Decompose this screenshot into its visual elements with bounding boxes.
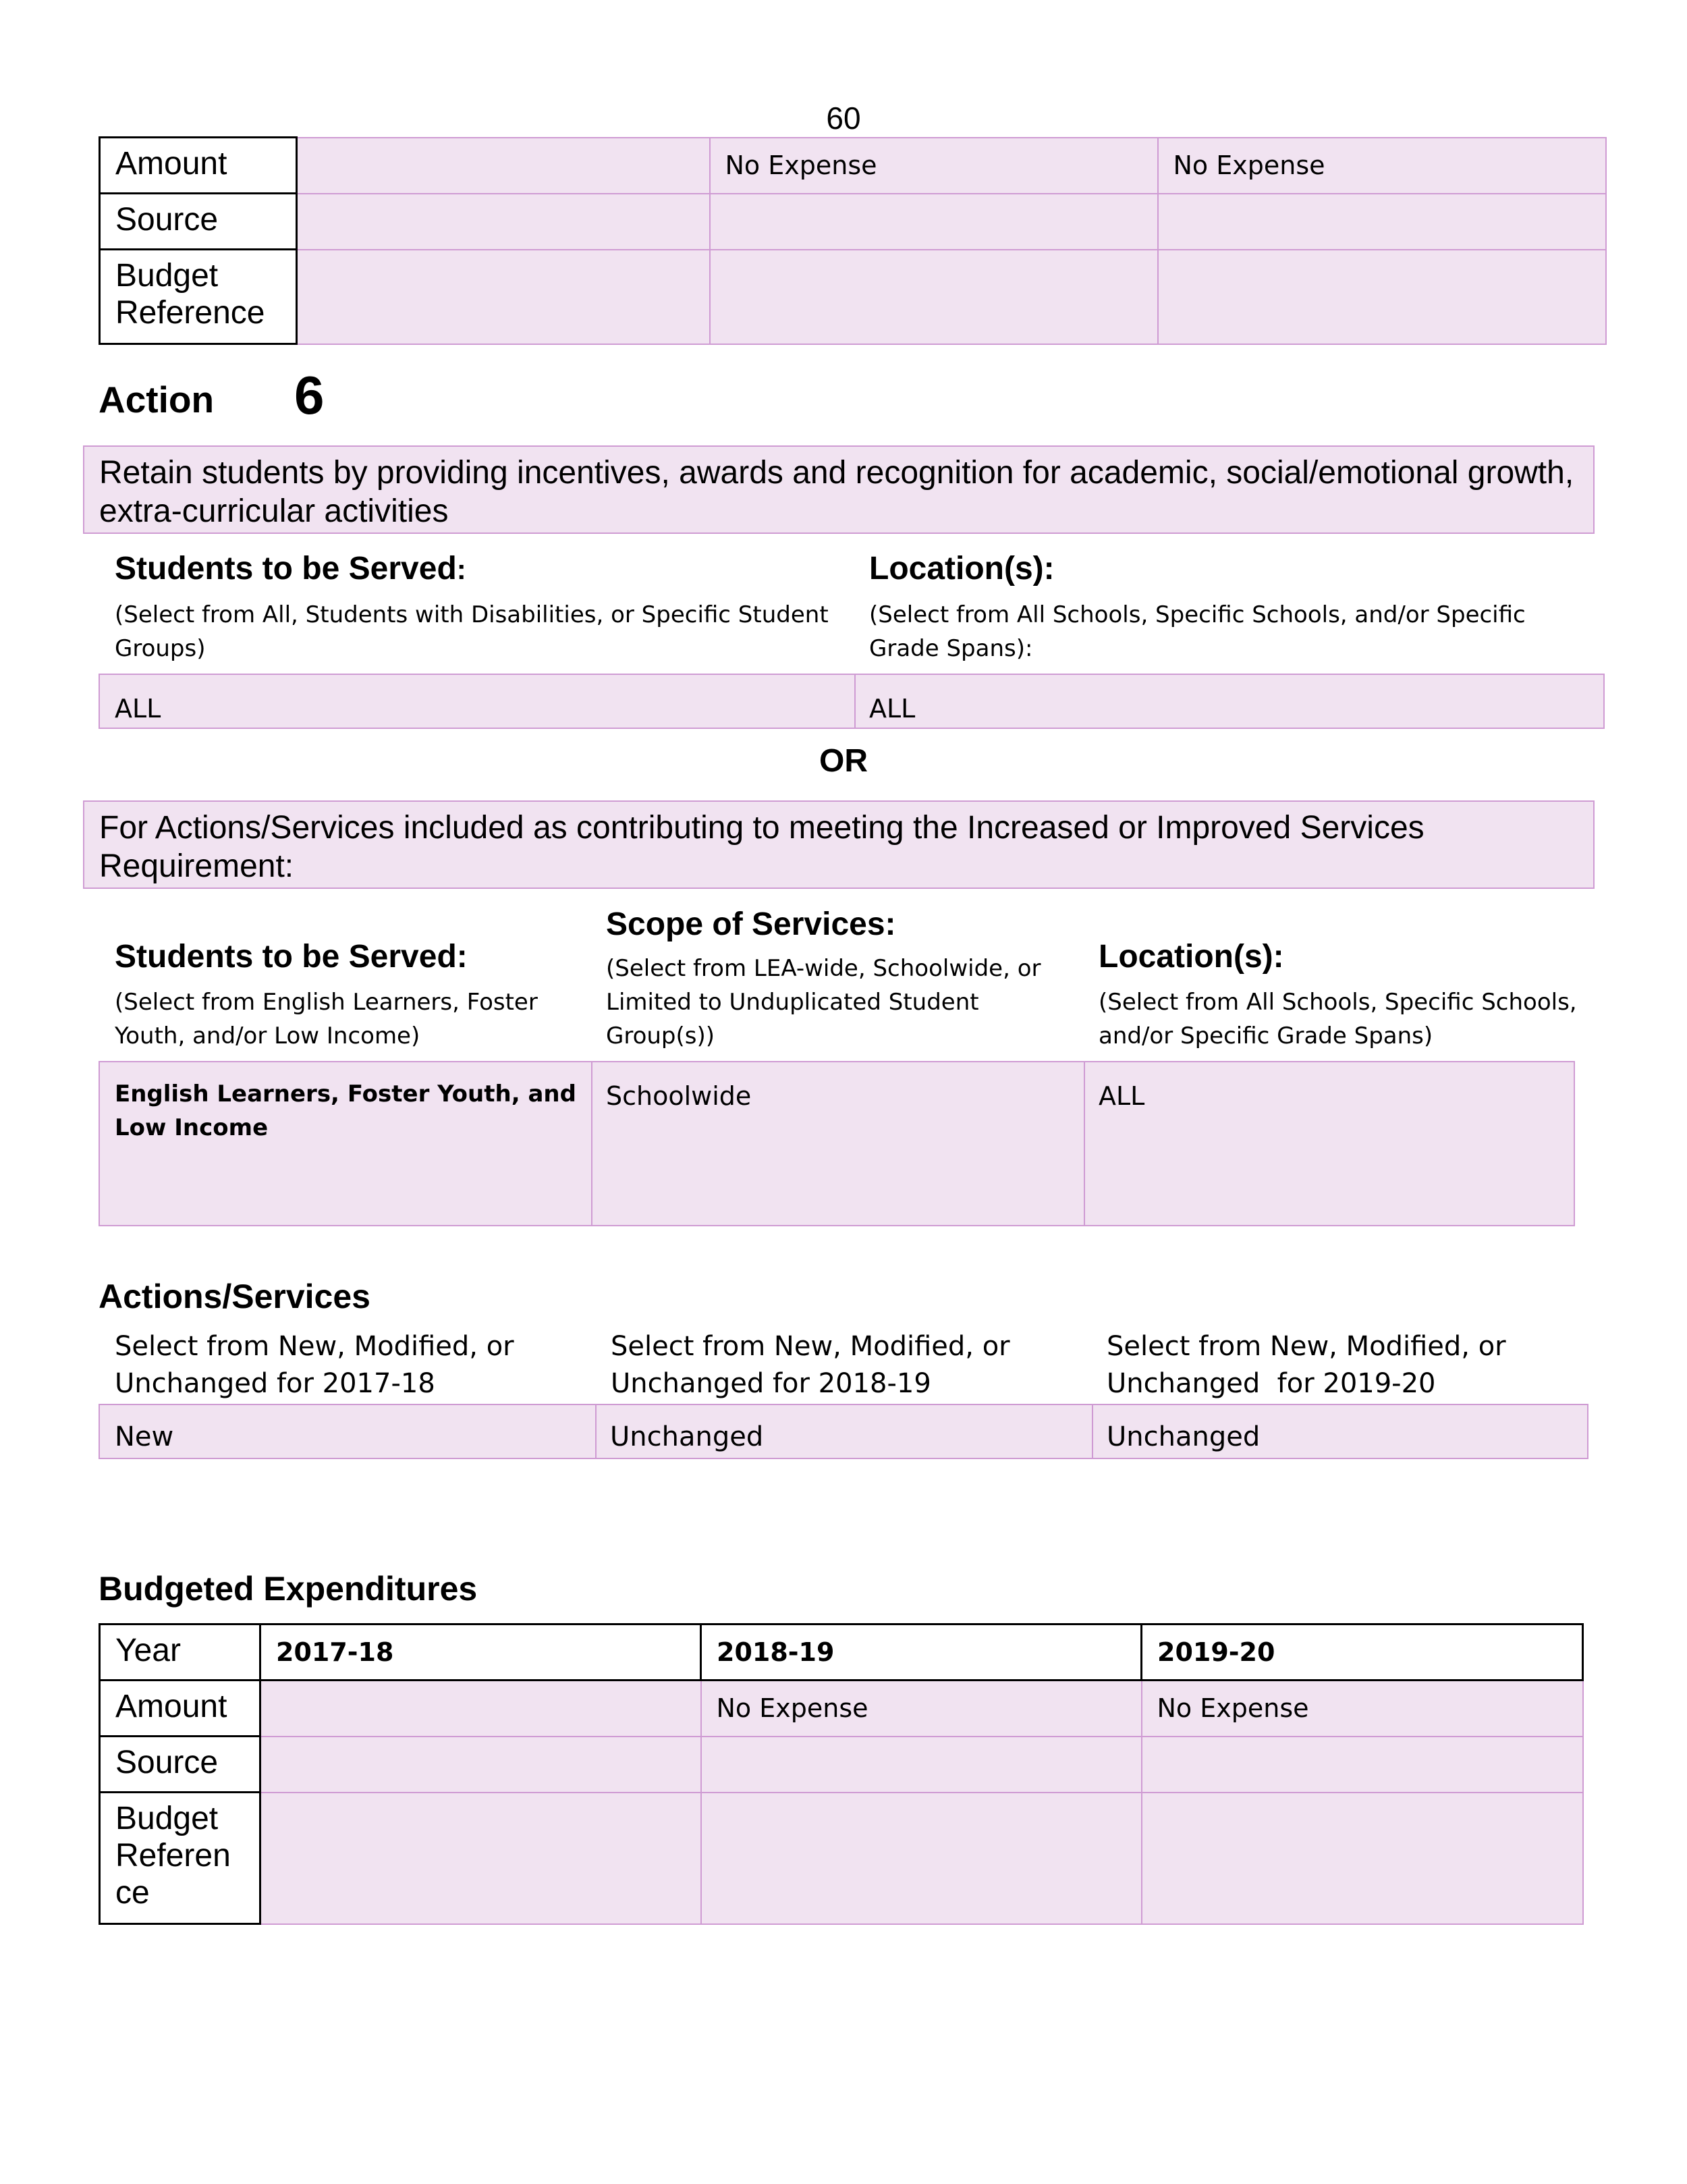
scope-heading: Scope of Services: <box>606 906 896 942</box>
inc-location-heading: Location(s): <box>1099 939 1284 975</box>
students-heading-colon: : <box>456 553 466 585</box>
row-label-amount: Amount <box>100 1681 260 1737</box>
year-header: 2017-18 <box>260 1625 701 1681</box>
action-number: 6 <box>294 365 325 425</box>
scope-hint: (Select from LEA-wide, Schoolwide, or Limited to Unduplicated Student Group(s)) <box>606 955 1041 1049</box>
actions-services-hint-1: Select from New, Modified, or Unchanged for 2017-18 <box>115 1331 514 1399</box>
actions-services-heading: Actions/Services <box>99 1278 370 1315</box>
top-budget-table <box>99 136 1607 345</box>
budgeted-expenditures-table <box>99 1623 1584 1925</box>
students-location-row <box>99 674 1605 729</box>
table-row <box>100 194 1606 250</box>
inc-students-value[interactable]: English Learners, Foster Youth, and Low Income <box>115 1081 576 1141</box>
table-cell[interactable] <box>297 138 710 194</box>
row-label-source: Source <box>100 1737 260 1793</box>
table-cell[interactable] <box>297 194 710 250</box>
students-heading <box>115 550 466 587</box>
actions-services-hint-3: Select from New, Modified, or Unchanged for 2019-20 <box>1107 1331 1515 1399</box>
table-cell[interactable]: No Expense <box>1142 1681 1583 1737</box>
table-cell[interactable] <box>1142 1793 1583 1924</box>
table-cell[interactable]: No Expense <box>1158 138 1606 194</box>
action-status-2019[interactable]: Unchanged <box>1107 1421 1261 1452</box>
divider <box>591 1062 592 1225</box>
increased-values-row <box>99 1061 1575 1226</box>
row-label-budget-reference: Budget Reference <box>100 250 297 344</box>
table-cell[interactable] <box>260 1681 701 1737</box>
divider <box>1092 1405 1093 1458</box>
page-number: 60 <box>826 101 861 136</box>
table-cell[interactable] <box>1158 250 1606 344</box>
inc-location-hint: (Select from All Schools, Specific Schools, and/or Specific Grade Spans) <box>1099 989 1577 1049</box>
year-header: 2018-19 <box>701 1625 1142 1681</box>
table-cell[interactable] <box>260 1793 701 1924</box>
year-label: Year <box>100 1625 260 1681</box>
table-cell[interactable] <box>701 1737 1142 1793</box>
table-cell[interactable]: No Expense <box>710 138 1158 194</box>
increased-services-box: For Actions/Services included as contributing to meeting the Increased or Improved Services Requirement: <box>83 800 1595 889</box>
row-label-amount: Amount <box>100 138 297 194</box>
action-status-2017[interactable]: New <box>115 1421 174 1452</box>
or-separator: OR <box>819 743 868 779</box>
location-value[interactable]: ALL <box>869 694 916 724</box>
action-heading: Action <box>99 379 215 420</box>
table-row <box>100 250 1606 344</box>
table-row <box>100 1737 1583 1793</box>
table-cell[interactable] <box>710 194 1158 250</box>
students-value[interactable]: ALL <box>115 694 161 724</box>
table-row <box>100 1681 1583 1737</box>
table-header-row <box>100 1625 1583 1681</box>
table-cell[interactable] <box>297 250 710 344</box>
location-heading: Location(s): <box>869 551 1055 586</box>
students-hint: (Select from All, Students with Disabilities, or Specific Student Groups) <box>115 601 829 662</box>
divider <box>595 1405 597 1458</box>
row-label-source: Source <box>100 194 297 250</box>
action-description[interactable]: Retain students by providing incentives, awards and recognition for academic, social/emotional growth, extra-curricular activities <box>83 445 1595 534</box>
location-hint: (Select from All Schools, Specific Schools, and/or Specific Grade Spans): <box>869 601 1526 662</box>
students-heading-text: Students to be Served <box>115 551 457 586</box>
table-cell[interactable] <box>260 1737 701 1793</box>
row-label-budget-reference: Budget Reference <box>100 1793 260 1924</box>
action-status-2018[interactable]: Unchanged <box>610 1421 764 1452</box>
inc-students-heading: Students to be Served: <box>115 939 468 975</box>
inc-students-hint: (Select from English Learners, Foster Youth, and/or Low Income) <box>115 989 538 1049</box>
table-cell[interactable] <box>701 1793 1142 1924</box>
table-row <box>100 1793 1583 1924</box>
inc-location-value[interactable]: ALL <box>1099 1081 1145 1111</box>
table-cell[interactable] <box>1142 1737 1583 1793</box>
divider <box>854 675 856 728</box>
divider <box>1084 1062 1085 1225</box>
table-cell[interactable] <box>1158 194 1606 250</box>
table-row <box>100 138 1606 194</box>
scope-value[interactable]: Schoolwide <box>606 1081 752 1111</box>
actions-services-hint-2: Select from New, Modified, or Unchanged for 2018-19 <box>611 1331 1010 1399</box>
table-cell[interactable] <box>710 250 1158 344</box>
table-cell[interactable]: No Expense <box>701 1681 1142 1737</box>
actions-services-row <box>99 1404 1588 1459</box>
year-header: 2019-20 <box>1142 1625 1583 1681</box>
budgeted-expenditures-heading: Budgeted Expenditures <box>99 1570 478 1608</box>
